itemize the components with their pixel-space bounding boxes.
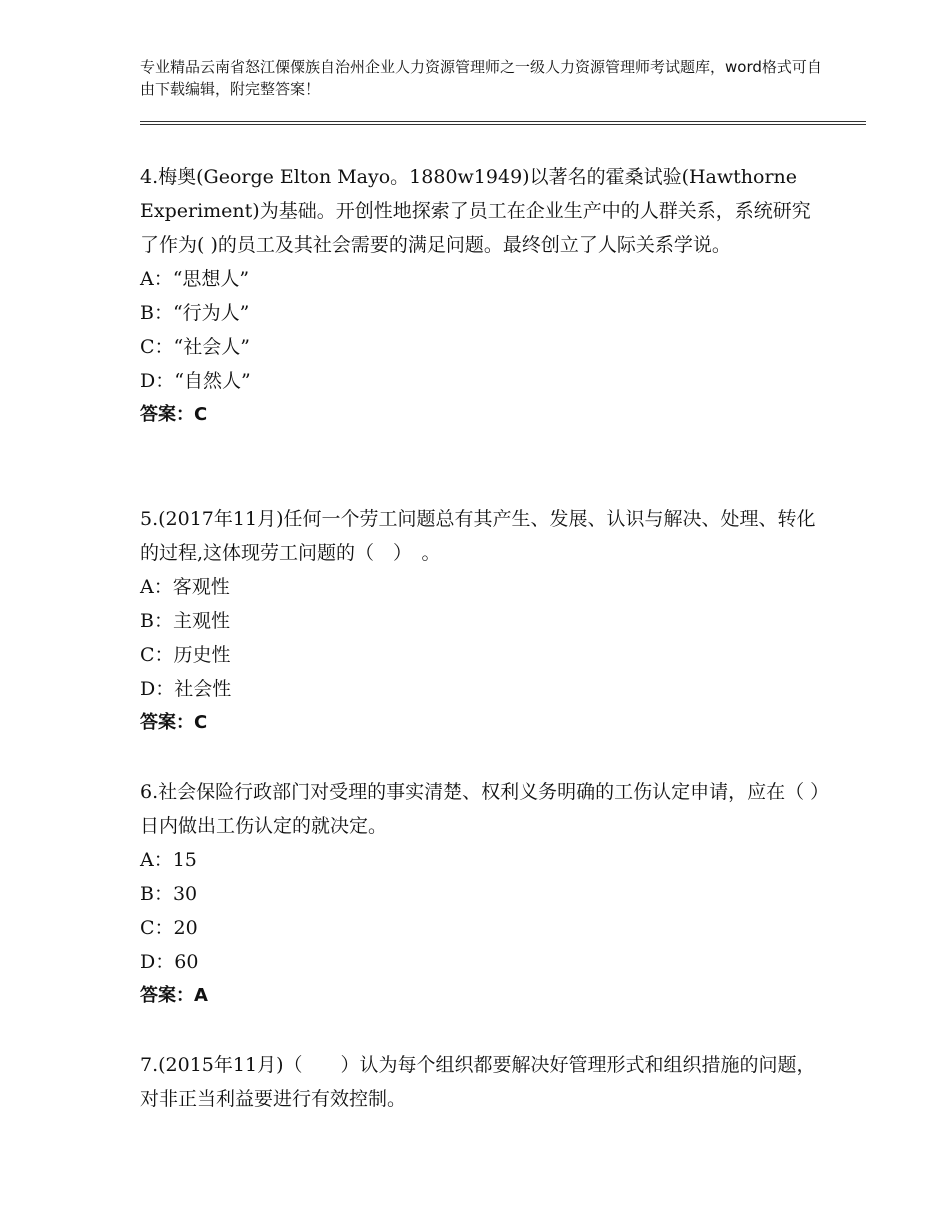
question-stem: 7.(2015年11月)（ ）认为每个组织都要解决好管理形式和组织措施的问题，对非正当利益要进行有效控制。	[140, 1054, 816, 1110]
option-a: A：“思想人”	[140, 268, 250, 290]
option-d: D：“自然人”	[140, 370, 251, 392]
option-b: B：30	[140, 883, 198, 905]
question-stem: 6.社会保险行政部门对受理的事实清楚、权利义务明确的工伤认定申请，应在（ ）日内做出工伤认定的就决定。	[140, 781, 820, 837]
question-6	[140, 775, 820, 1013]
question-7	[140, 1048, 820, 1116]
question-5	[140, 502, 820, 740]
header-divider-line	[140, 121, 866, 122]
option-b: B：“行为人”	[140, 302, 250, 324]
question-4	[140, 160, 820, 432]
option-c: C：历史性	[140, 644, 231, 666]
option-c: C：“社会人”	[140, 336, 250, 358]
option-d: D：社会性	[140, 678, 232, 700]
question-stem: 4.梅奥(George Elton Mayo。1880w1949)以著名的霍桑试验(Hawthorne Experiment)为基础。开创性地探索了员工在企业生产中的人群关系，系统研究了作为( )的员工及其社会需要的满足问题。最终创立了人际关系学说。	[140, 166, 811, 256]
answer-label: 答案：C	[140, 712, 208, 733]
option-a: A：15	[140, 849, 197, 871]
document-header: 专业精品云南省怒江傈僳族自治州企业人力资源管理师之一级人力资源管理师考试题库，word格式可自由下载编辑，附完整答案！	[140, 58, 822, 98]
option-c: C：20	[140, 917, 198, 939]
option-a: A：客观性	[140, 576, 230, 598]
question-stem: 5.(2017年11月)任何一个劳工问题总有其产生、发展、认识与解决、处理、转化的过程,这体现劳工问题的（ ） 。	[140, 508, 816, 564]
answer-label: 答案：C	[140, 404, 208, 425]
option-b: B：主观性	[140, 610, 230, 632]
option-d: D：60	[140, 951, 199, 973]
header-divider-line-2	[140, 124, 866, 125]
answer-label: 答案：A	[140, 985, 208, 1006]
